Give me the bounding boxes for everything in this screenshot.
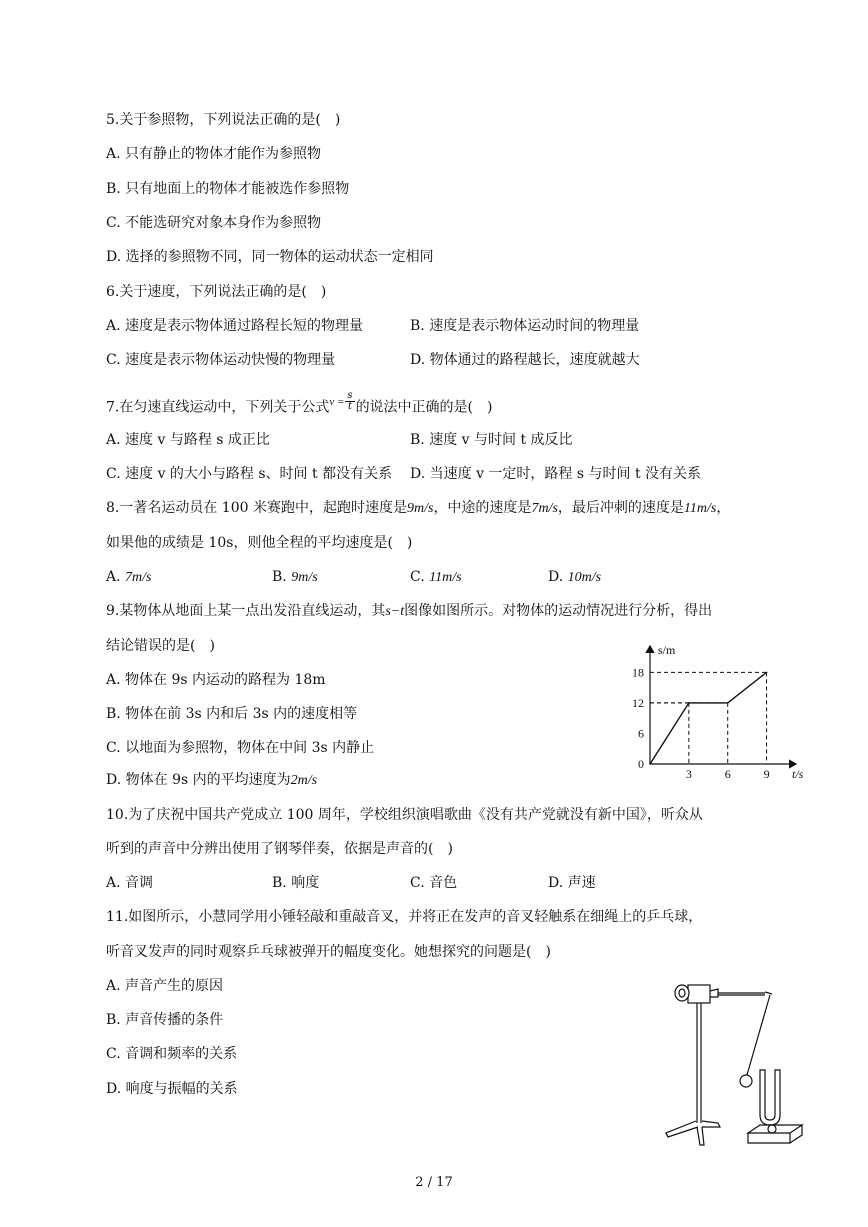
q8-mid-speed: 7m/s [531, 501, 558, 516]
q7-stem-pre: 7.在匀速直线运动中，下列关于公式 [106, 399, 330, 416]
q8-start-speed: 9m/s [406, 501, 434, 516]
y-tick-label-0: 0 [638, 757, 644, 771]
q5-option-b: B. 只有地面上的物体才能被选作参照物 [106, 181, 350, 197]
q8-option-d-label: D. [548, 569, 568, 585]
q8-option-c [410, 568, 462, 587]
q11-stem-line1: 11.如图所示，小慧同学用小锤轻敲和重敲音叉，并将正在发声的音叉轻触系在细绳上的乒乓球， [106, 909, 703, 925]
x-tick-label-6: 6 [724, 767, 731, 781]
q8-option-a-label: A. [106, 569, 126, 585]
q7-formula-fraction [345, 391, 354, 412]
q8-option-b-label: B. [272, 569, 292, 585]
q9-st-symbol: s−t [385, 604, 405, 619]
tuning-fork-apparatus-illustration [660, 975, 810, 1150]
q11-option-b: B. 声音传播的条件 [106, 1012, 224, 1028]
q7-option-d: D. 当速度 v 一定时，路程 s 与时间 t 没有关系 [410, 466, 702, 482]
q7-option-b: B. 速度 v 与时间 t 成反比 [410, 432, 573, 448]
y-axis-label: s/m [658, 643, 676, 657]
q9-option-d-value: 2m/s [290, 773, 318, 788]
q10-option-b: B. 响度 [272, 875, 320, 891]
q8-text-3: ，最后冲刺的速度是 [557, 500, 684, 516]
y-tick-label-12: 12 [632, 695, 644, 710]
q8-option-d [548, 568, 601, 587]
s-t-graph [628, 640, 808, 785]
chart-axes [650, 643, 804, 781]
q8-option-c-label: C. [410, 569, 430, 585]
q9-stem-line2: 结论错误的是( ) [106, 638, 215, 654]
x-tick-label-9: 9 [763, 767, 770, 781]
q9-option-d-text: D. 物体在 9s 内的平均速度为 [106, 772, 291, 788]
q9-stem-line1 [106, 602, 712, 621]
x-axis-label: t/s [792, 767, 804, 781]
q5-option-d: D. 选择的参照物不同，同一物体的运动状态一定相同 [106, 249, 434, 265]
q8-stem-line2: 如果他的成绩是 10s，则他全程的平均速度是( ) [106, 535, 413, 551]
q8-text-1: 8.一著名运动员在 100 米赛跑中，起跑时速度是 [106, 500, 407, 516]
q8-text-2: ，中途的速度是 [433, 500, 532, 516]
q6-stem: 6.关于速度，下列说法正确的是( ) [106, 284, 327, 300]
series-line [650, 672, 767, 764]
q7-formula-lhs: v = [329, 395, 345, 408]
q10-option-d: D. 声速 [548, 875, 596, 891]
chart-series [649, 672, 767, 765]
x-tick-label-3: 3 [685, 767, 692, 781]
q8-option-c-value: 11m/s [429, 570, 462, 585]
page-number: 2 / 17 [415, 1175, 453, 1190]
q6-option-b: B. 速度是表示物体运动时间的物理量 [410, 318, 640, 334]
data-point-2 [727, 702, 729, 704]
q7-option-c: C. 速度 v 的大小与路程 s、时间 t 都没有关系 [106, 466, 393, 482]
q7-stem-post: 的说法中正确的是( ) [355, 399, 493, 416]
q10-stem-line2: 听到的声音中分辨出使用了钢琴伴奏，依据是声音的( ) [106, 841, 453, 857]
q8-text-4: ， [716, 500, 731, 516]
q9-option-c: C. 以地面为参照物，物体在中间 3s 内静止 [106, 740, 375, 756]
q8-option-b [272, 568, 318, 587]
q6-option-d: D. 物体通过的路程越长，速度就越大 [410, 352, 640, 368]
q8-option-a-value: 7m/s [125, 570, 152, 585]
y-tick-label-18: 18 [632, 665, 644, 680]
q7-stem [106, 390, 493, 418]
q7-option-a: A. 速度 v 与路程 s 成正比 [106, 432, 270, 448]
q10-option-c: C. 音色 [410, 875, 458, 891]
q11-option-d: D. 响度与振幅的关系 [106, 1081, 238, 1097]
q5-option-a: A. 只有静止的物体才能作为参照物 [106, 146, 322, 162]
q9-option-b: B. 物体在前 3s 内和后 3s 内的速度相等 [106, 706, 358, 722]
q5-stem: 5.关于参照物，下列说法正确的是( ) [106, 112, 341, 128]
q7-formula-numerator: s [347, 390, 353, 401]
q11-option-a: A. 声音产生的原因 [106, 978, 224, 994]
data-point-3 [766, 672, 768, 674]
data-point-1 [688, 702, 690, 704]
q9-option-d [106, 771, 317, 790]
q6-option-a: A. 速度是表示物体通过路程长短的物理量 [106, 318, 364, 334]
q8-option-b-value: 9m/s [291, 570, 318, 585]
data-point-0 [649, 763, 651, 765]
q6-option-c: C. 速度是表示物体运动快慢的物理量 [106, 352, 336, 368]
q8-option-d-value: 10m/s [567, 570, 602, 585]
q11-stem-line2: 听音叉发声的同时观察乒乓球被弹开的幅度变化。她想探究的问题是( ) [106, 944, 551, 960]
q8-stem-line1 [106, 499, 730, 518]
q5-option-c: C. 不能选研究对象本身作为参照物 [106, 215, 322, 231]
q9-option-a: A. 物体在 9s 内运动的路程为 18m [106, 672, 326, 688]
y-tick-label-6: 6 [638, 726, 644, 741]
q11-option-c: C. 音调和频率的关系 [106, 1046, 238, 1062]
q9-text-1: 9.某物体从地面上某一点出发沿直线运动，其 [106, 603, 386, 619]
q8-final-speed: 11m/s [683, 501, 717, 516]
q9-text-2: 图像如图所示。对物体的运动情况进行分析，得出 [404, 603, 713, 619]
q8-option-a [106, 568, 151, 587]
q10-stem-line1: 10.为了庆祝中国共产党成立 100 周年，学校组织演唱歌曲《没有共产党就没有新中国》，听众从 [106, 807, 703, 823]
q10-option-a: A. 音调 [106, 875, 154, 891]
q7-formula-denominator: t [347, 401, 352, 412]
